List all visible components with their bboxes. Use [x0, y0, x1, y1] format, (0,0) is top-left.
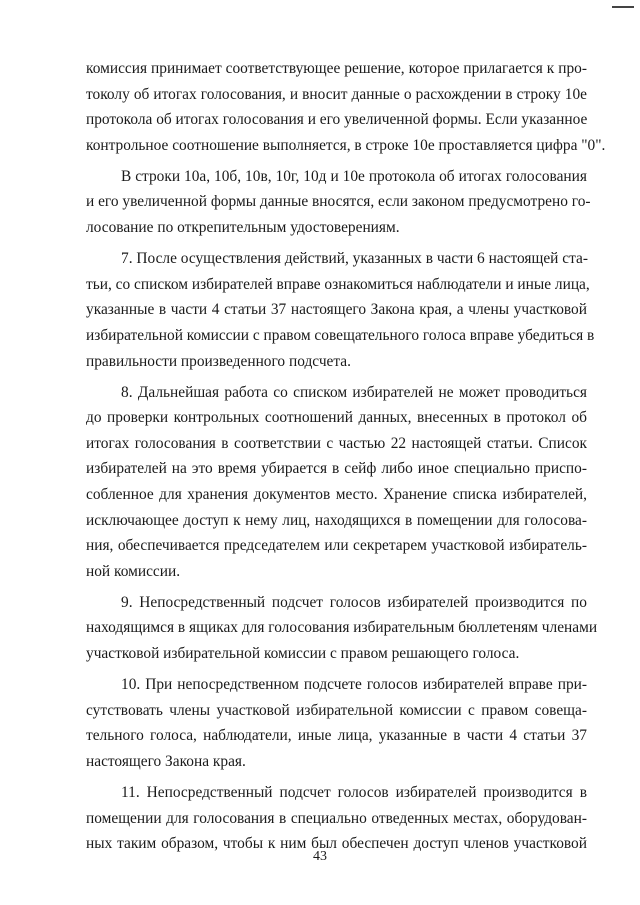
text-line: собленное для хранения документов место. Хранение списка избирателей,	[86, 486, 587, 503]
text-line: и его увеличенной формы данные вносятся, если законом предусмотрено го-	[86, 193, 591, 211]
text-line: ных таким образом, чтобы к ним был обеспечен доступ членов участковой	[86, 835, 587, 853]
paragraph	[86, 164, 591, 241]
text-line: контрольное соотношение выполняется, в строке 10е проставляется цифра "0".	[86, 136, 606, 154]
text-line: ной комиссии.	[86, 562, 181, 580]
paragraph-item-7	[86, 246, 595, 374]
text-line: настоящего Закона края.	[86, 752, 246, 770]
paragraph	[86, 56, 606, 158]
text-line: итогах голосования в соответствии с частью 22 настоящей статьи. Список	[86, 434, 587, 452]
text-line: находящимся в ящиках для голосования избирательным бюллетеням членами	[86, 619, 598, 637]
text-line: исключающее доступ к нему лиц, находящихся в помещении для голосова-	[86, 511, 587, 529]
paragraph-item-11	[86, 780, 587, 857]
text-line: лосование по открепительным удостоверениям.	[86, 219, 400, 237]
text-line: 7. После осуществления действий, указанных в части 6 настоящей ста-	[121, 250, 588, 268]
text-line: тьи, со списком избирателей вправе ознакомиться наблюдатели и иные лица,	[86, 275, 590, 293]
text-line: помещении для голосования в специально отведенных местах, оборудован-	[86, 809, 587, 827]
text-line: ния, обеспечивается председателем или секретарем участковой избиратель-	[86, 537, 587, 555]
paragraph-item-9	[86, 590, 598, 667]
text-line: 10. При непосредственном подсчете голосов избирателей вправе при-	[121, 676, 587, 694]
text-line: токолу об итогах голосования, и вносит данные о расхождении в строку 10е	[86, 85, 587, 103]
text-line: 9. Непосредственный подсчет голосов избирателей производится по	[121, 593, 587, 611]
text-line: избирателей на это время убирается в сейф либо иное специально приспо-	[86, 460, 587, 478]
text-line: тельного голоса, наблюдатели, иные лица, указанные в части 4 статьи 37	[86, 727, 587, 745]
text-line: сутствовать члены участковой избирательной комиссии с правом совеща-	[86, 701, 587, 719]
text-line: В строки 10а, 10б, 10в, 10г, 10д и 10е протокола об итогах голосования	[121, 167, 587, 185]
paragraph-item-10	[86, 672, 587, 774]
scan-corner-mark	[612, 6, 634, 11]
text-line: указанные в части 4 статьи 37 настоящего Закона края, а члены участковой	[86, 301, 587, 319]
text-line: правильности произведенного подсчета.	[86, 352, 351, 370]
text-line: 8. Дальнейшая работа со списком избирателей не может проводиться	[121, 383, 587, 401]
document-body	[86, 56, 606, 857]
text-line: до проверки контрольных соотношений данных, внесенных в протокол об	[86, 409, 587, 427]
text-line: комиссия принимает соответствующее решение, которое прилагается к про-	[86, 60, 587, 77]
text-line: участковой избирательной комиссии с правом решающего голоса.	[86, 645, 520, 663]
text-line: 11. Непосредственный подсчет голосов избирателей производится в	[121, 784, 587, 802]
paragraph-item-8	[86, 380, 587, 585]
text-line: избирательной комиссии с правом совещательного голоса вправе убедиться в	[86, 326, 595, 344]
text-line: протокола об итогах голосования и его увеличенной формы. Если указанное	[86, 111, 588, 129]
page-number: 43	[313, 849, 327, 864]
